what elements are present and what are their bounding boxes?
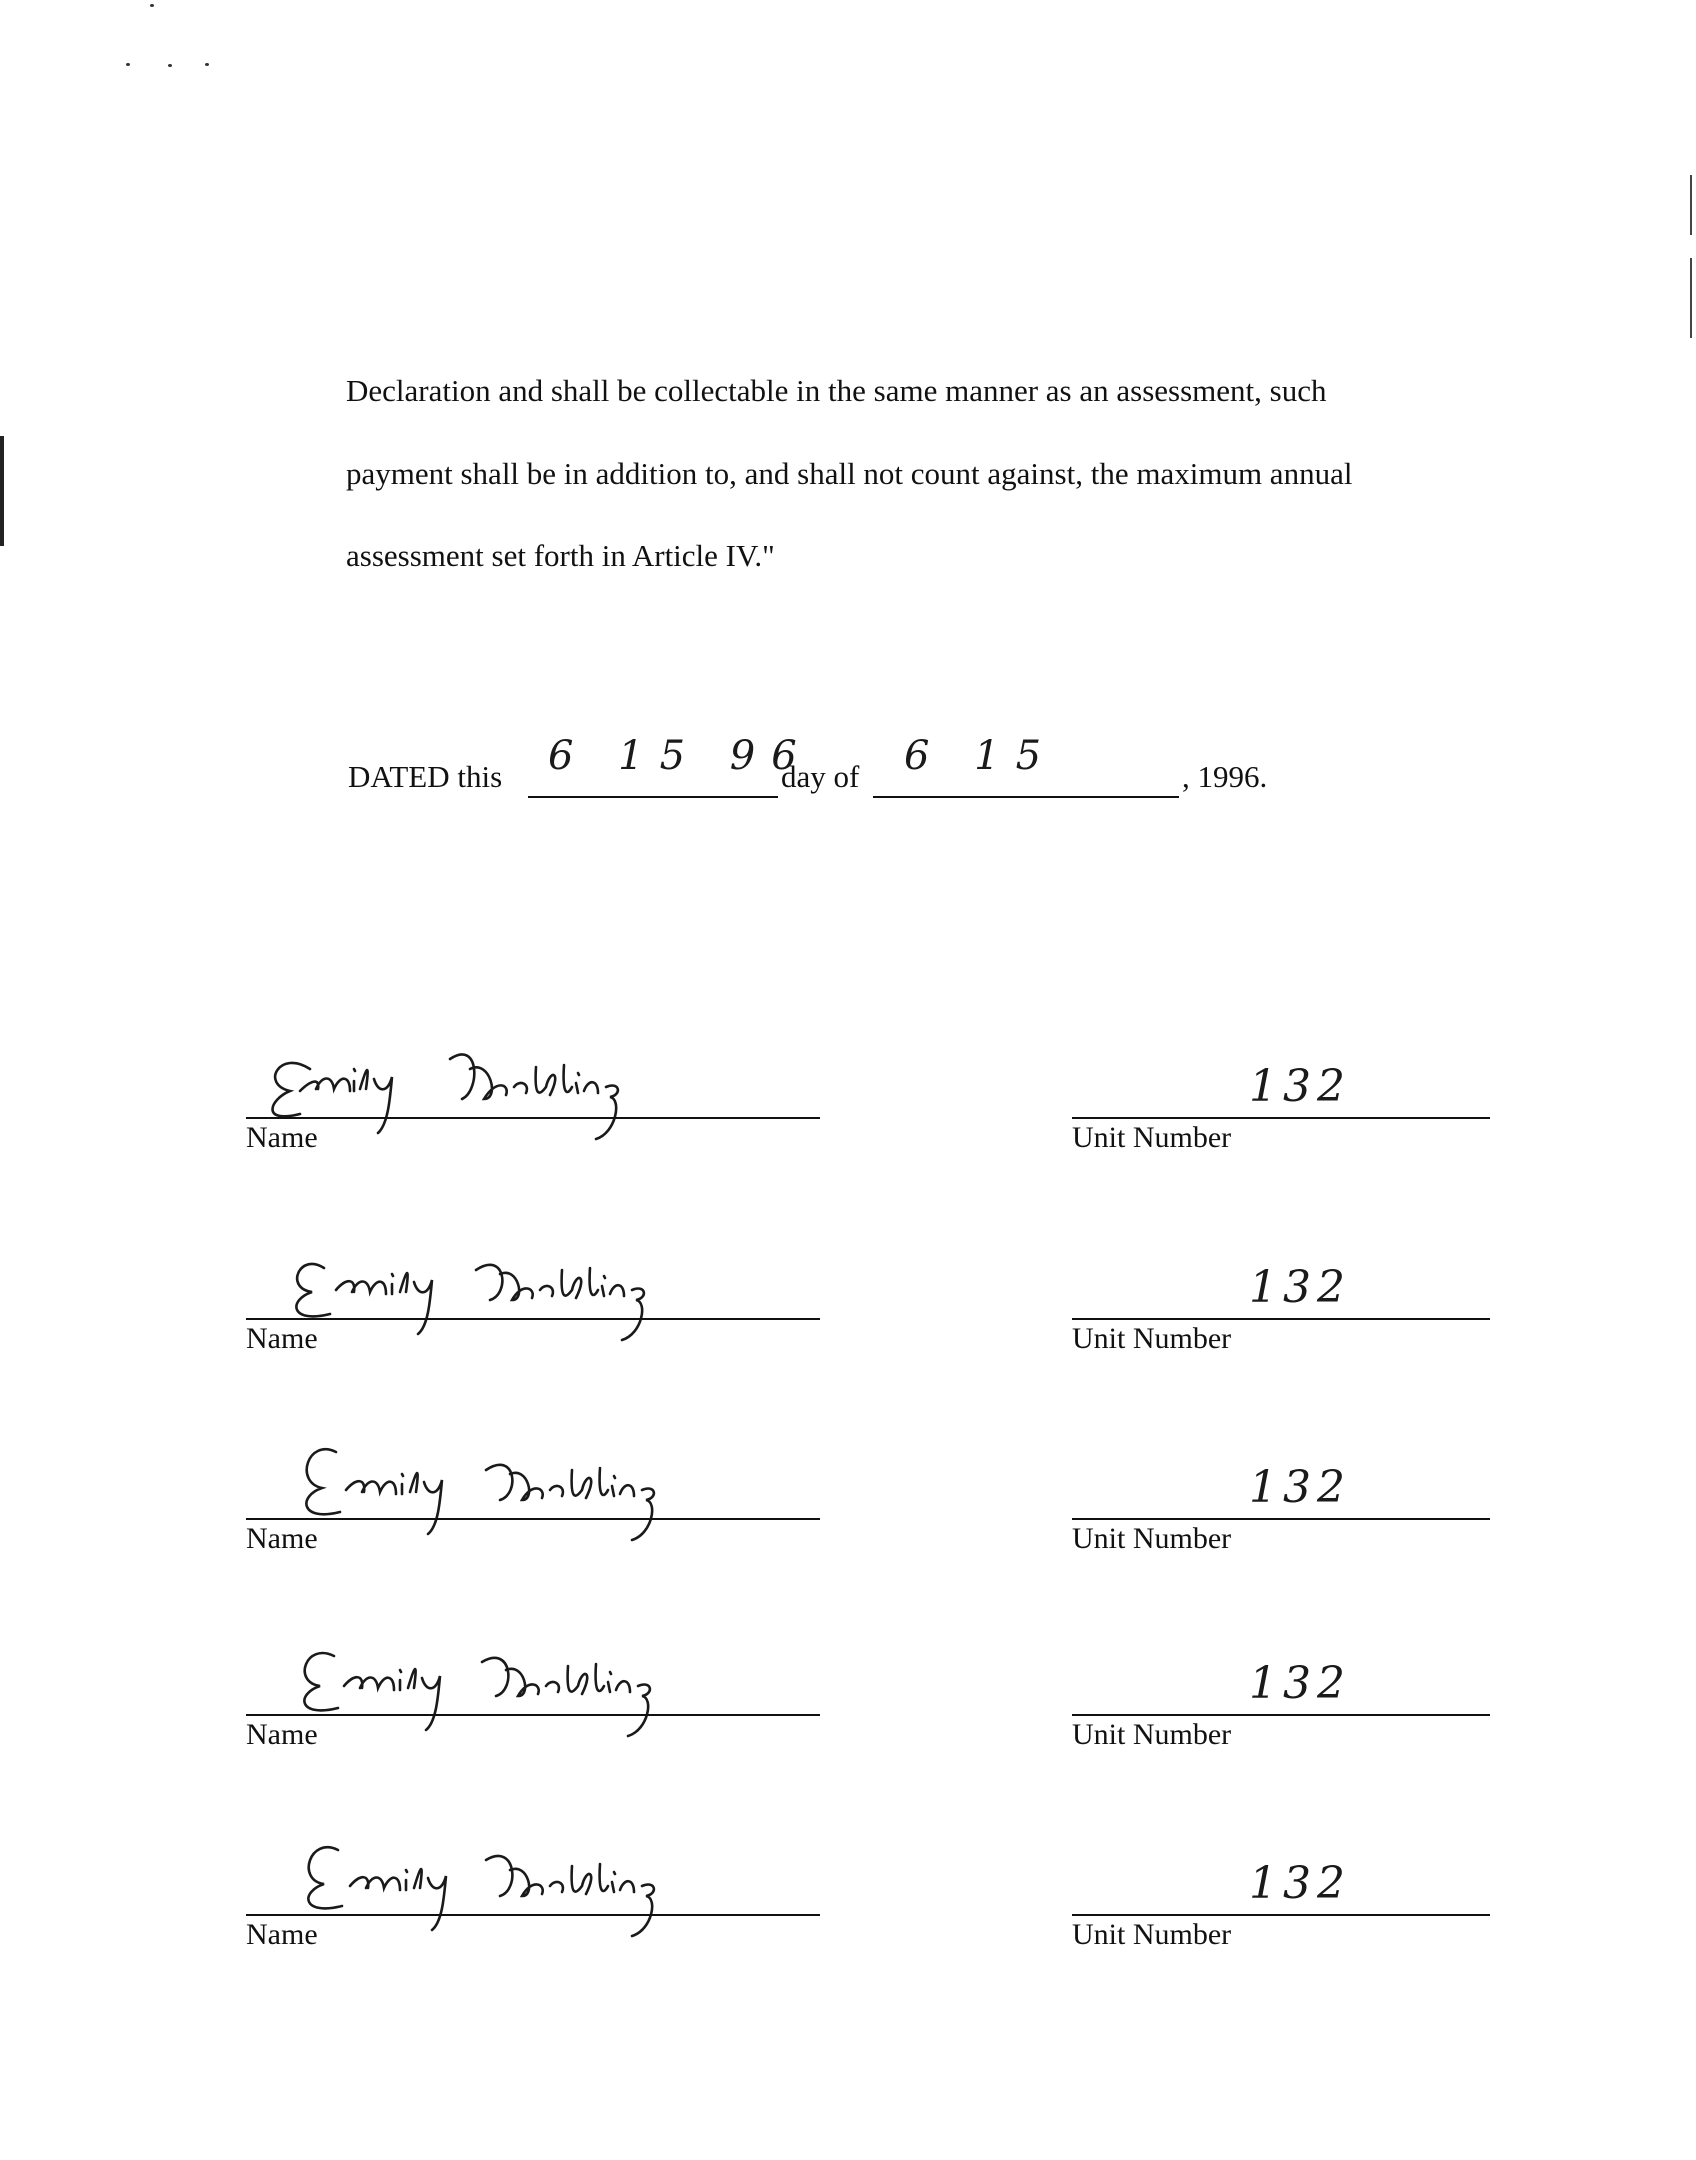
signature-row-2 [0, 1248, 1696, 1358]
name-signature-line [246, 1117, 820, 1119]
unit-number-handwritten: 132 [1249, 1858, 1351, 1909]
dated-middle: day of [781, 759, 860, 794]
name-signature-line [246, 1714, 820, 1716]
day-handwritten-value: 6 15 96 [548, 733, 813, 779]
name-signature-line [246, 1318, 820, 1320]
unit-number-line [1072, 1518, 1490, 1520]
scan-edge-mark [1690, 175, 1692, 235]
month-handwritten-value: 6 15 [904, 733, 1058, 779]
signature-row-1 [0, 1047, 1696, 1157]
unit-number-label: Unit Number [1072, 1322, 1232, 1355]
unit-number-line [1072, 1914, 1490, 1916]
signature-image [250, 1626, 810, 1746]
dated-prefix: DATED this [348, 759, 503, 794]
month-blank-line [873, 796, 1179, 798]
name-signature-line [246, 1518, 820, 1520]
unit-number-label: Unit Number [1072, 1918, 1232, 1951]
scan-speck [150, 4, 154, 7]
scan-edge-mark [0, 436, 4, 546]
unit-number-handwritten: 132 [1249, 1061, 1351, 1112]
scan-speck [126, 63, 130, 66]
name-label: Name [246, 1918, 318, 1951]
scan-edge-mark [1690, 258, 1692, 338]
unit-number-label: Unit Number [1072, 1718, 1232, 1751]
unit-number-label: Unit Number [1072, 1522, 1232, 1555]
signature-image [250, 1826, 810, 1946]
scan-speck [168, 64, 172, 67]
signature-image [250, 1029, 810, 1149]
unit-number-line [1072, 1714, 1490, 1716]
name-label: Name [246, 1718, 318, 1751]
body-line-2: payment shall be in addition to, and shall not count against, the maximum annual [346, 455, 1353, 491]
unit-number-handwritten: 132 [1249, 1262, 1351, 1313]
unit-number-line [1072, 1318, 1490, 1320]
signature-image [250, 1430, 810, 1550]
dated-suffix: , 1996. [1182, 759, 1268, 794]
name-label: Name [246, 1121, 318, 1154]
body-paragraph [346, 350, 1456, 598]
name-label: Name [246, 1322, 318, 1355]
unit-number-handwritten: 132 [1249, 1462, 1351, 1513]
signature-row-4 [0, 1644, 1696, 1754]
scan-speck [205, 63, 209, 66]
signature-row-3 [0, 1448, 1696, 1558]
body-line-3: assessment set forth in Article IV." [346, 538, 775, 573]
name-label: Name [246, 1522, 318, 1555]
unit-number-handwritten: 132 [1249, 1658, 1351, 1709]
signature-row-5 [0, 1844, 1696, 1954]
signature-image [250, 1230, 810, 1350]
unit-number-line [1072, 1117, 1490, 1119]
body-line-1: Declaration and shall be collectable in the same manner as an assessment, such [346, 373, 1327, 408]
day-blank-line [528, 796, 778, 798]
unit-number-label: Unit Number [1072, 1121, 1232, 1154]
dated-line [348, 733, 1408, 803]
name-signature-line [246, 1914, 820, 1916]
